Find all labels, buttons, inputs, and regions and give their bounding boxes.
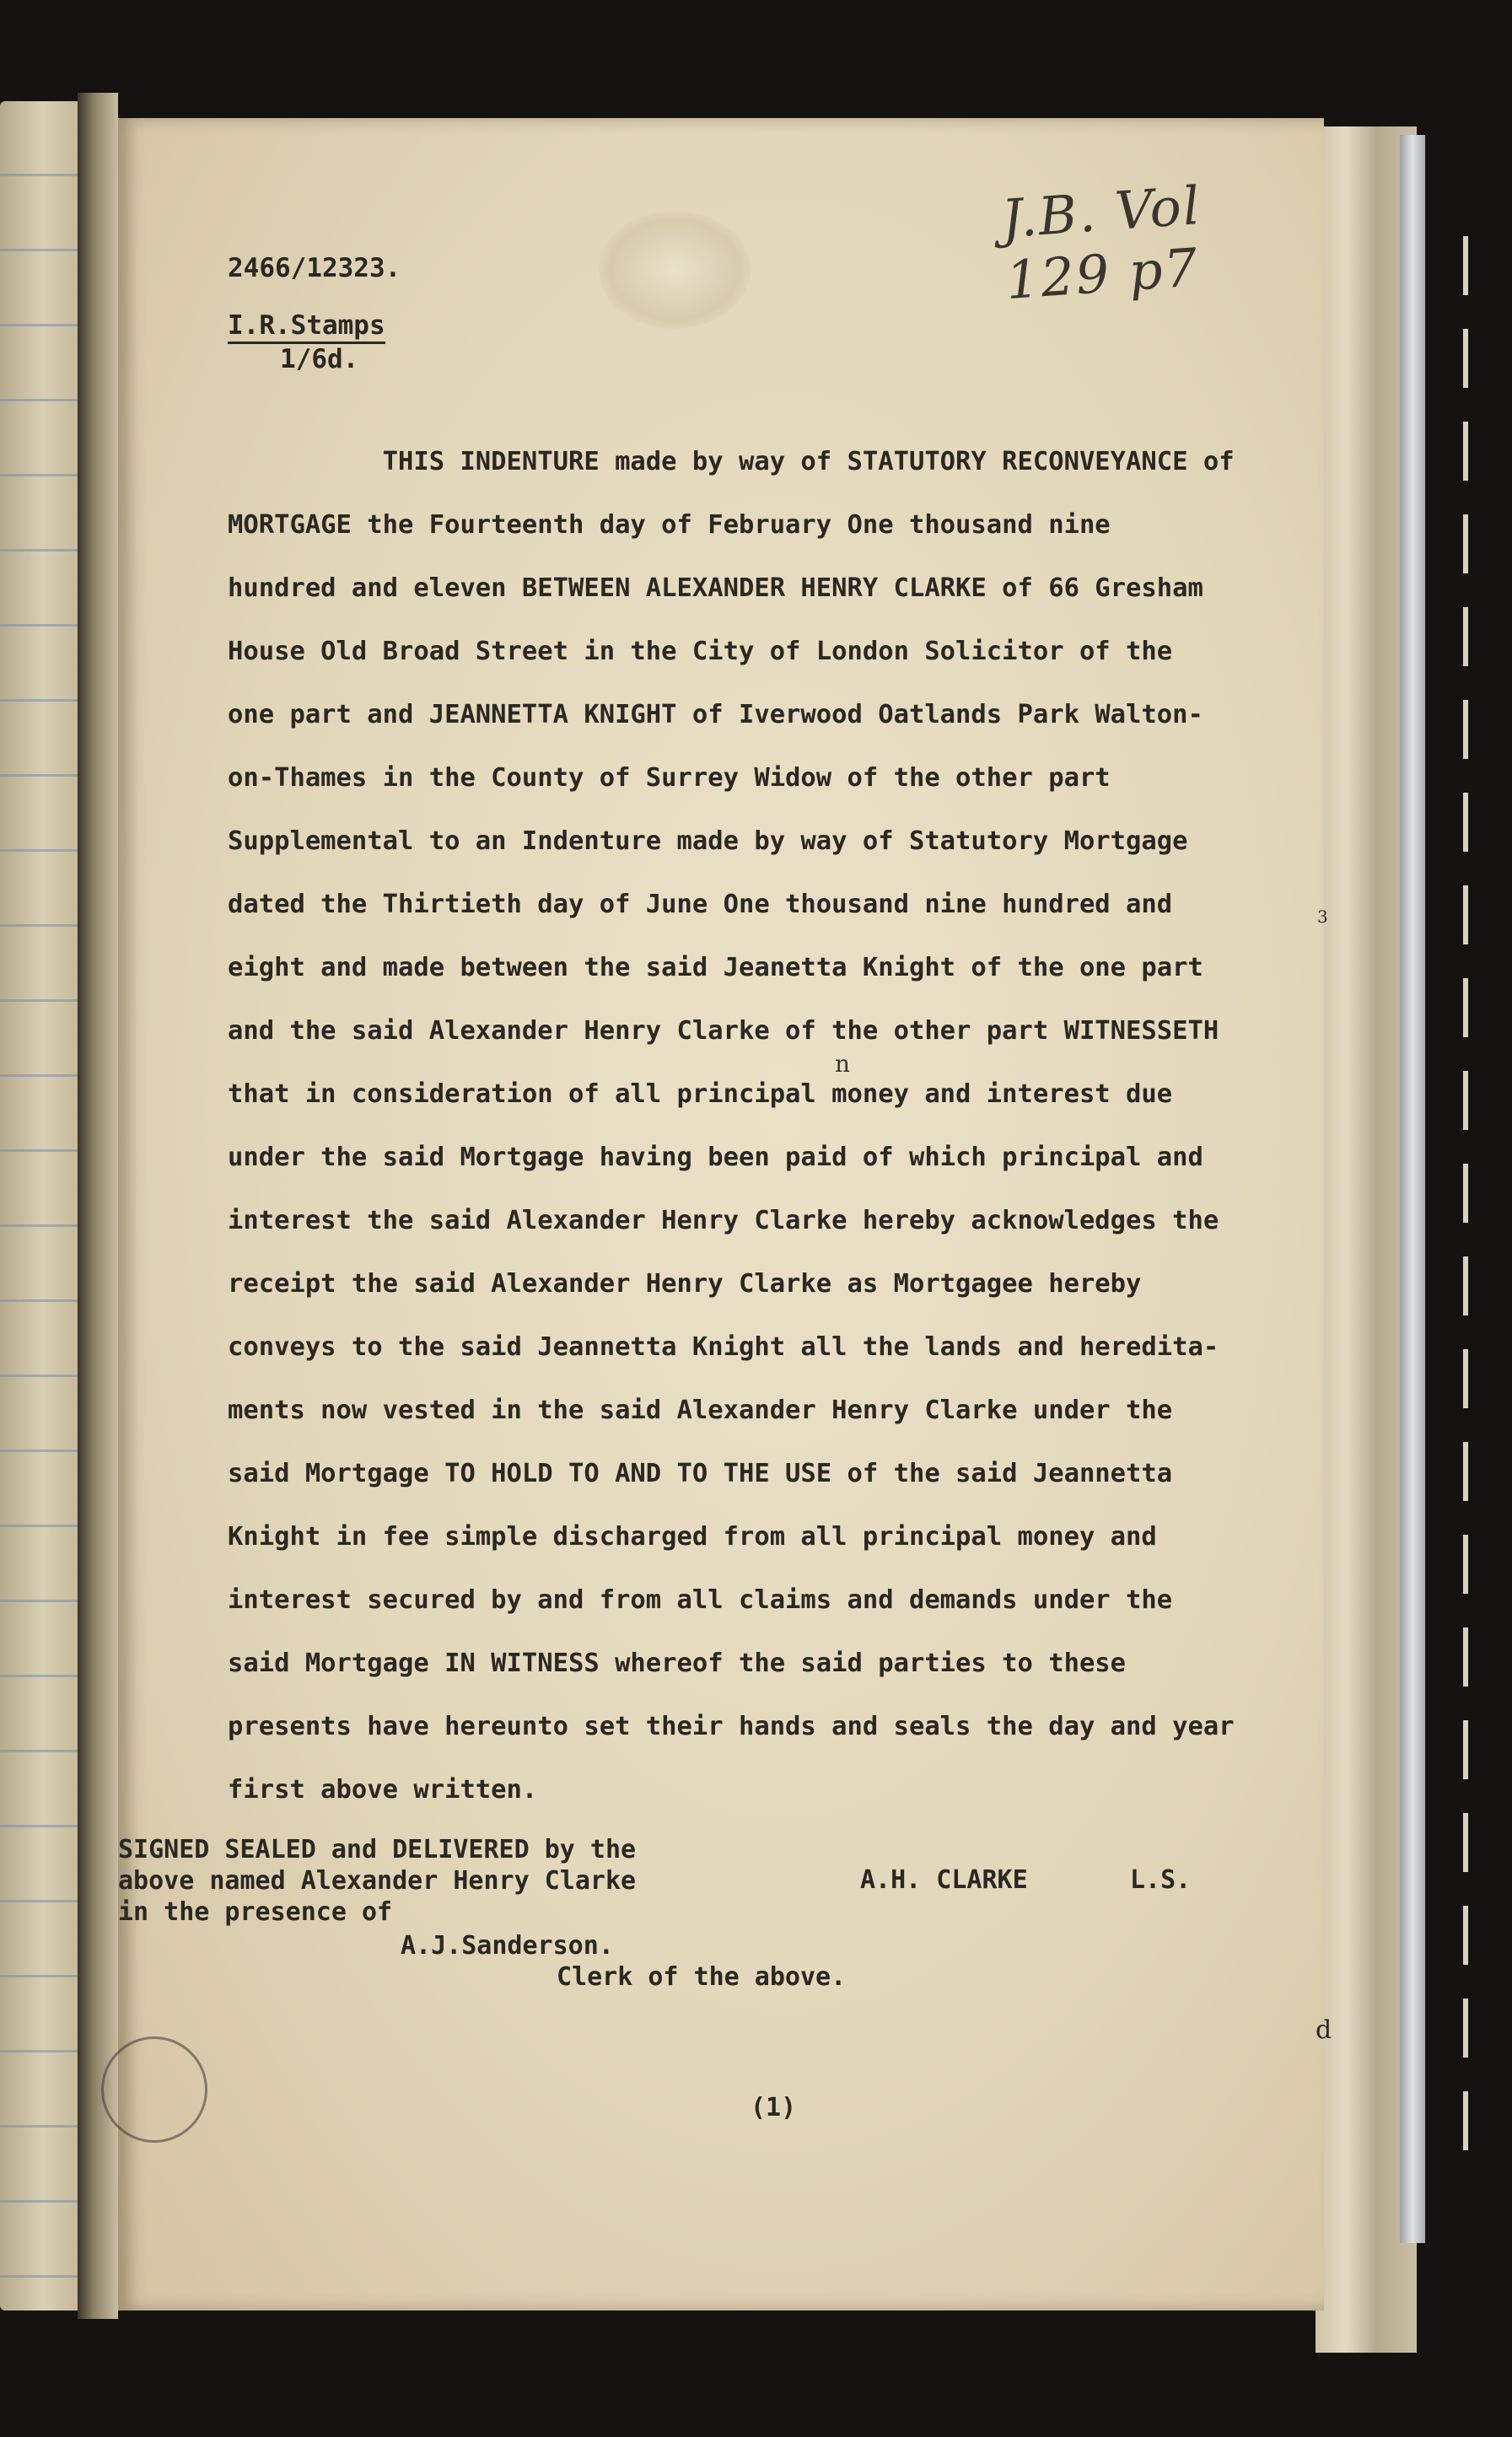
- body-line: House Old Broad Street in the City of London Solicitor of the: [228, 637, 1173, 666]
- body-line: dated the Thirtieth day of June One thousand nine hundred and: [228, 890, 1173, 919]
- body-line: interest the said Alexander Henry Clarke hereby acknowledges the: [228, 1206, 1219, 1235]
- signature-line: in the presence of: [118, 1897, 393, 1927]
- indenture-body: [228, 430, 1235, 1821]
- stamp-duty-amount: 1/6d.: [280, 344, 359, 374]
- body-line: first above written.: [228, 1775, 538, 1805]
- signatory-name: A.H. CLARKE: [860, 1865, 1028, 1895]
- body-line: ments now vested in the said Alexander Henry Clarke under the: [228, 1396, 1173, 1425]
- signature-line: above named Alexander Henry Clarke: [118, 1866, 637, 1896]
- body-line: Supplemental to an Indenture made by way of Statutory Mortgage: [228, 826, 1188, 856]
- body-line: one part and JEANNETTA KNIGHT of Iverwood Oatlands Park Walton-: [228, 700, 1203, 729]
- body-line: presents have hereunto set their hands and seals the day and year: [228, 1712, 1235, 1741]
- body-line: said Mortgage TO HOLD TO AND TO THE USE of the said Jeannetta: [228, 1459, 1173, 1488]
- book-gutter: [78, 93, 118, 2319]
- body-line: hundred and eleven BETWEEN ALEXANDER HENRY CLARKE of 66 Gresham: [228, 573, 1203, 603]
- body-line: and the said Alexander Henry Clarke of the other part WITNESSETH: [228, 1016, 1219, 1046]
- body-line: eight and made between the said Jeanetta Knight of the one part: [228, 953, 1203, 982]
- body-line: conveys to the said Jeannetta Knight all the lands and heredita-: [228, 1332, 1219, 1362]
- document-reference: 2466/12323.: [228, 253, 401, 283]
- insertion-mark: n: [835, 1050, 851, 1078]
- handwritten-reference: J.B. Vol 129 p7: [999, 174, 1203, 312]
- witness-name: A.J.Sanderson.: [401, 1931, 614, 1961]
- body-line: under the said Mortgage having been paid of which principal and: [228, 1143, 1203, 1172]
- signature-block: [118, 1834, 636, 1928]
- stamp-duty-label: I.R.Stamps: [228, 310, 385, 344]
- witness-title: Clerk of the above.: [557, 1962, 847, 1992]
- body-line: that in consideration of all principal money and interest due: [228, 1079, 1173, 1109]
- edge-mark: 3: [1317, 906, 1328, 927]
- embossed-seal-icon: [599, 211, 751, 329]
- registry-stamp-icon: [101, 2036, 207, 2143]
- signature-line: SIGNED SEALED and DELIVERED by the: [118, 1835, 637, 1864]
- body-line: interest secured by and from all claims and demands under the: [228, 1585, 1173, 1615]
- binding-dashes: [1463, 236, 1468, 2176]
- body-line: MORTGAGE the Fourteenth day of February One thousand nine: [228, 510, 1111, 540]
- page-number: (1): [751, 2093, 797, 2122]
- left-facing-page: [0, 101, 78, 2311]
- body-line: receipt the said Alexander Henry Clarke as Mortgagee hereby: [228, 1269, 1142, 1299]
- binding-strip: [1400, 135, 1425, 2243]
- body-line: Knight in fee simple discharged from all principal money and: [228, 1522, 1157, 1552]
- body-line: said Mortgage IN WITNESS whereof the said parties to these: [228, 1649, 1127, 1678]
- body-line: THIS INDENTURE made by way of STATUTORY RECONVEYANCE of: [228, 447, 1235, 476]
- stamp-duty: [228, 310, 385, 374]
- body-line: on-Thames in the County of Surrey Widow of the other part: [228, 763, 1111, 793]
- seal-mark: L.S.: [1130, 1865, 1192, 1895]
- edge-letter: d: [1316, 2015, 1332, 2045]
- document-page: [118, 118, 1324, 2311]
